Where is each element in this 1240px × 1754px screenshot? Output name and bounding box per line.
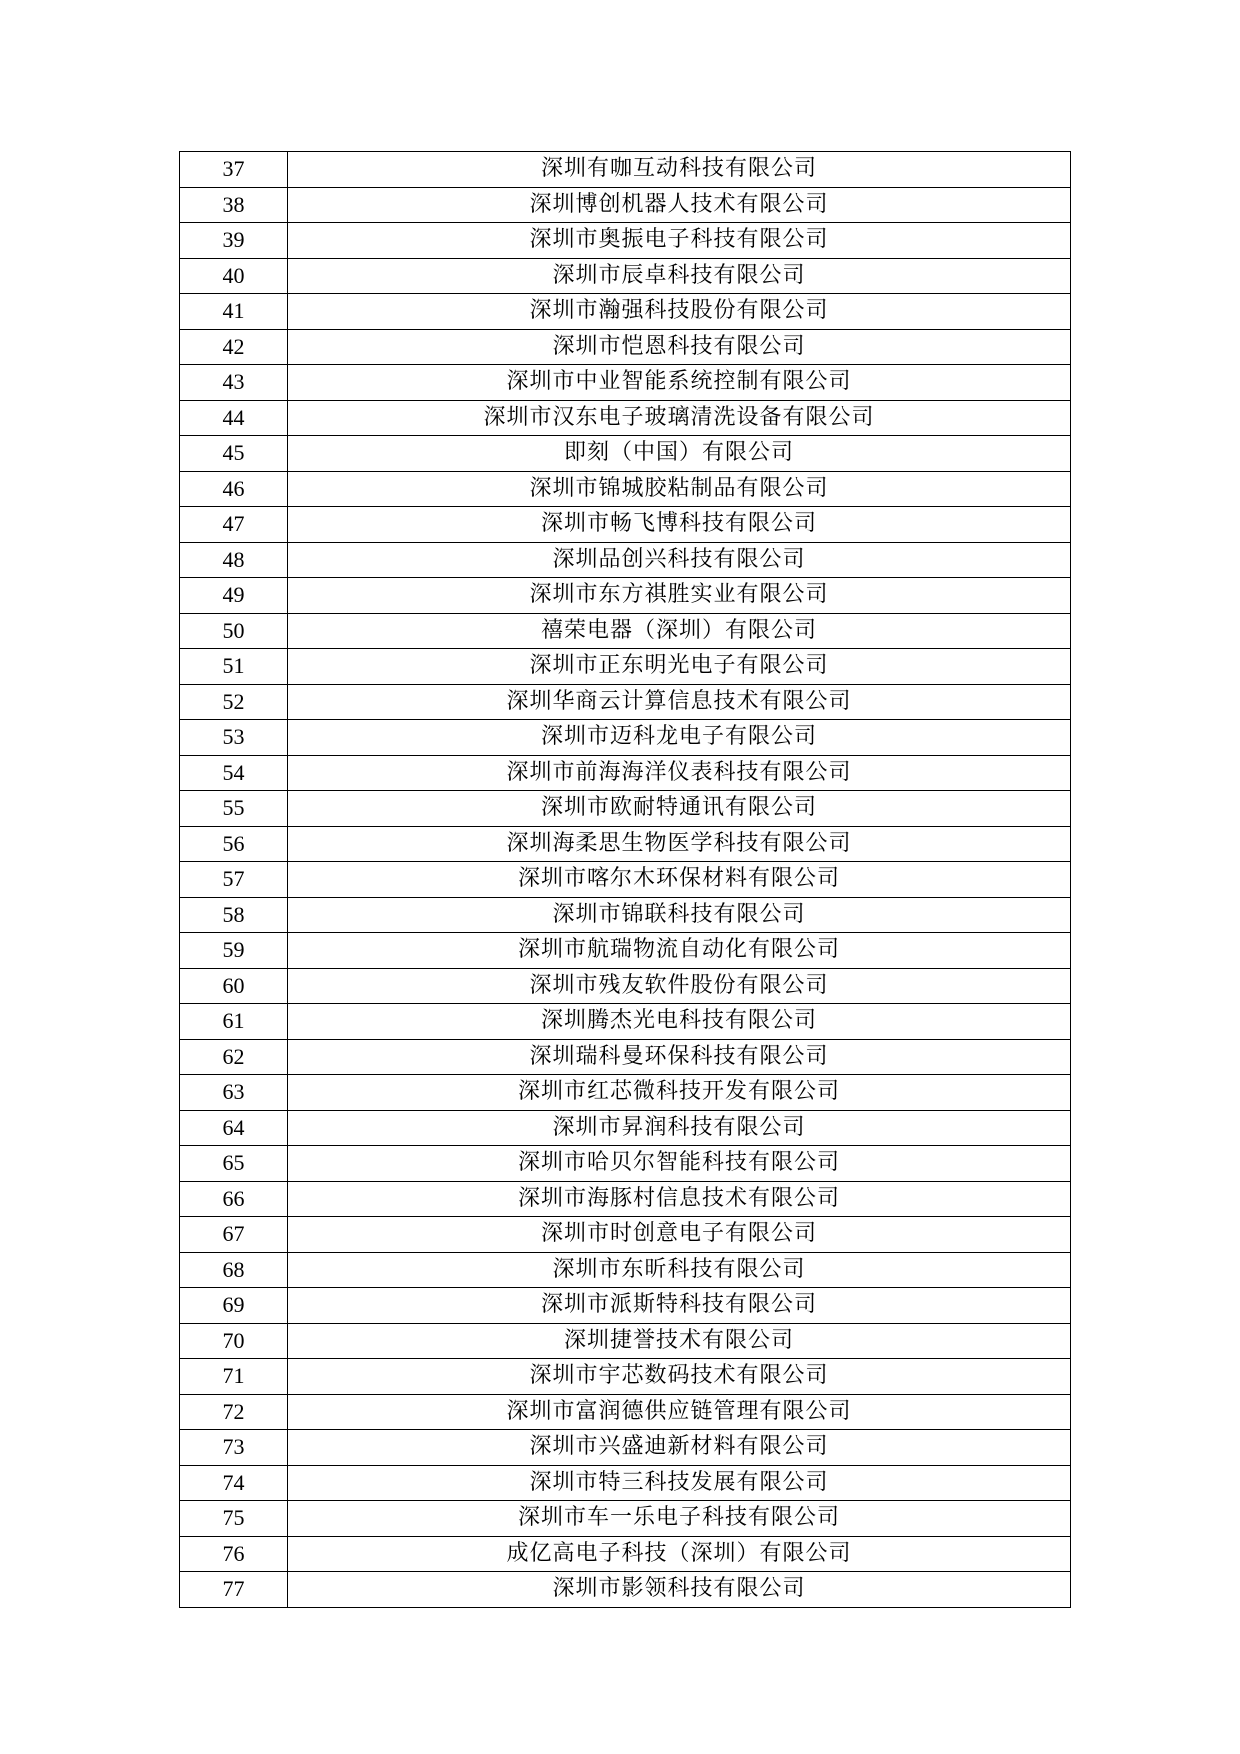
table-row: [180, 1394, 1071, 1430]
company-name: 深圳海柔思生物医学科技有限公司: [288, 826, 1071, 862]
table-row: [180, 1465, 1071, 1501]
row-number: 72: [180, 1394, 288, 1430]
row-number: 39: [180, 223, 288, 259]
company-name: 深圳市欧耐特通讯有限公司: [288, 791, 1071, 827]
company-name: 深圳市畅飞博科技有限公司: [288, 507, 1071, 543]
table-row: [180, 1323, 1071, 1359]
row-number: 61: [180, 1004, 288, 1040]
table-row: [180, 258, 1071, 294]
table-row: [180, 1181, 1071, 1217]
table-row: [180, 400, 1071, 436]
company-name: 深圳品创兴科技有限公司: [288, 542, 1071, 578]
row-number: 37: [180, 152, 288, 188]
company-name: 成亿高电子科技（深圳）有限公司: [288, 1536, 1071, 1572]
table-row: [180, 223, 1071, 259]
row-number: 43: [180, 365, 288, 401]
row-number: 73: [180, 1430, 288, 1466]
company-name: 深圳市影领科技有限公司: [288, 1572, 1071, 1608]
row-number: 60: [180, 968, 288, 1004]
table-row: [180, 1039, 1071, 1075]
row-number: 65: [180, 1146, 288, 1182]
table-row: [180, 613, 1071, 649]
row-number: 46: [180, 471, 288, 507]
company-name: 深圳市红芯微科技开发有限公司: [288, 1075, 1071, 1111]
table-row: [180, 578, 1071, 614]
company-name: 深圳市锦联科技有限公司: [288, 897, 1071, 933]
table-row: [180, 1146, 1071, 1182]
company-name: 深圳博创机器人技术有限公司: [288, 187, 1071, 223]
company-name: 深圳捷誉技术有限公司: [288, 1323, 1071, 1359]
row-number: 69: [180, 1288, 288, 1324]
company-name: 深圳市恺恩科技有限公司: [288, 329, 1071, 365]
company-name: 深圳市特三科技发展有限公司: [288, 1465, 1071, 1501]
company-name: 深圳市锦城胶粘制品有限公司: [288, 471, 1071, 507]
row-number: 41: [180, 294, 288, 330]
company-name: 深圳市兴盛迪新材料有限公司: [288, 1430, 1071, 1466]
table-row: [180, 329, 1071, 365]
table-row: [180, 187, 1071, 223]
company-list-table: [179, 151, 1071, 1608]
company-name: 深圳市海豚村信息技术有限公司: [288, 1181, 1071, 1217]
company-name: 深圳市汉东电子玻璃清洗设备有限公司: [288, 400, 1071, 436]
row-number: 57: [180, 862, 288, 898]
table-row: [180, 1004, 1071, 1040]
row-number: 55: [180, 791, 288, 827]
company-name: 深圳市前海海洋仪表科技有限公司: [288, 755, 1071, 791]
row-number: 52: [180, 684, 288, 720]
company-name: 深圳瑞科曼环保科技有限公司: [288, 1039, 1071, 1075]
table-row: [180, 1572, 1071, 1608]
row-number: 58: [180, 897, 288, 933]
table-row: [180, 1536, 1071, 1572]
row-number: 40: [180, 258, 288, 294]
table-row: [180, 1252, 1071, 1288]
table-row: [180, 1110, 1071, 1146]
row-number: 75: [180, 1501, 288, 1537]
row-number: 38: [180, 187, 288, 223]
table-row: [180, 1430, 1071, 1466]
row-number: 64: [180, 1110, 288, 1146]
row-number: 49: [180, 578, 288, 614]
row-number: 77: [180, 1572, 288, 1608]
company-name: 深圳市派斯特科技有限公司: [288, 1288, 1071, 1324]
table-row: [180, 684, 1071, 720]
table-row: [180, 365, 1071, 401]
table-body: [180, 152, 1071, 1608]
company-name: 深圳市喀尔木环保材料有限公司: [288, 862, 1071, 898]
table-row: [180, 1359, 1071, 1395]
company-name: 深圳市航瑞物流自动化有限公司: [288, 933, 1071, 969]
company-name: 即刻（中国）有限公司: [288, 436, 1071, 472]
company-name: 深圳腾杰光电科技有限公司: [288, 1004, 1071, 1040]
table-row: [180, 1217, 1071, 1253]
table-row: [180, 1288, 1071, 1324]
row-number: 63: [180, 1075, 288, 1111]
company-name: 深圳市时创意电子有限公司: [288, 1217, 1071, 1253]
row-number: 48: [180, 542, 288, 578]
row-number: 66: [180, 1181, 288, 1217]
company-name: 深圳有咖互动科技有限公司: [288, 152, 1071, 188]
row-number: 68: [180, 1252, 288, 1288]
table-row: [180, 968, 1071, 1004]
company-name: 深圳市哈贝尔智能科技有限公司: [288, 1146, 1071, 1182]
company-name: 深圳市迈科龙电子有限公司: [288, 720, 1071, 756]
row-number: 50: [180, 613, 288, 649]
table-row: [180, 507, 1071, 543]
table-row: [180, 294, 1071, 330]
table-row: [180, 826, 1071, 862]
company-name: 禧荣电器（深圳）有限公司: [288, 613, 1071, 649]
row-number: 47: [180, 507, 288, 543]
table-row: [180, 933, 1071, 969]
table-row: [180, 542, 1071, 578]
row-number: 62: [180, 1039, 288, 1075]
table-row: [180, 791, 1071, 827]
row-number: 53: [180, 720, 288, 756]
company-name: 深圳市瀚强科技股份有限公司: [288, 294, 1071, 330]
company-name: 深圳市东昕科技有限公司: [288, 1252, 1071, 1288]
row-number: 42: [180, 329, 288, 365]
row-number: 56: [180, 826, 288, 862]
row-number: 44: [180, 400, 288, 436]
table-row: [180, 755, 1071, 791]
row-number: 71: [180, 1359, 288, 1395]
table-row: [180, 471, 1071, 507]
table-row: [180, 649, 1071, 685]
row-number: 54: [180, 755, 288, 791]
table-row: [180, 897, 1071, 933]
company-name: 深圳市富润德供应链管理有限公司: [288, 1394, 1071, 1430]
table-row: [180, 862, 1071, 898]
row-number: 74: [180, 1465, 288, 1501]
table-row: [180, 152, 1071, 188]
table-row: [180, 1501, 1071, 1537]
row-number: 67: [180, 1217, 288, 1253]
company-name: 深圳市辰卓科技有限公司: [288, 258, 1071, 294]
row-number: 70: [180, 1323, 288, 1359]
row-number: 76: [180, 1536, 288, 1572]
company-name: 深圳市奥振电子科技有限公司: [288, 223, 1071, 259]
row-number: 45: [180, 436, 288, 472]
company-name: 深圳市东方祺胜实业有限公司: [288, 578, 1071, 614]
table-row: [180, 436, 1071, 472]
company-name: 深圳市正东明光电子有限公司: [288, 649, 1071, 685]
table-row: [180, 720, 1071, 756]
company-name: 深圳市宇芯数码技术有限公司: [288, 1359, 1071, 1395]
row-number: 51: [180, 649, 288, 685]
row-number: 59: [180, 933, 288, 969]
company-name: 深圳市车一乐电子科技有限公司: [288, 1501, 1071, 1537]
table-row: [180, 1075, 1071, 1111]
company-name: 深圳华商云计算信息技术有限公司: [288, 684, 1071, 720]
company-name: 深圳市残友软件股份有限公司: [288, 968, 1071, 1004]
company-name: 深圳市昇润科技有限公司: [288, 1110, 1071, 1146]
company-name: 深圳市中业智能系统控制有限公司: [288, 365, 1071, 401]
